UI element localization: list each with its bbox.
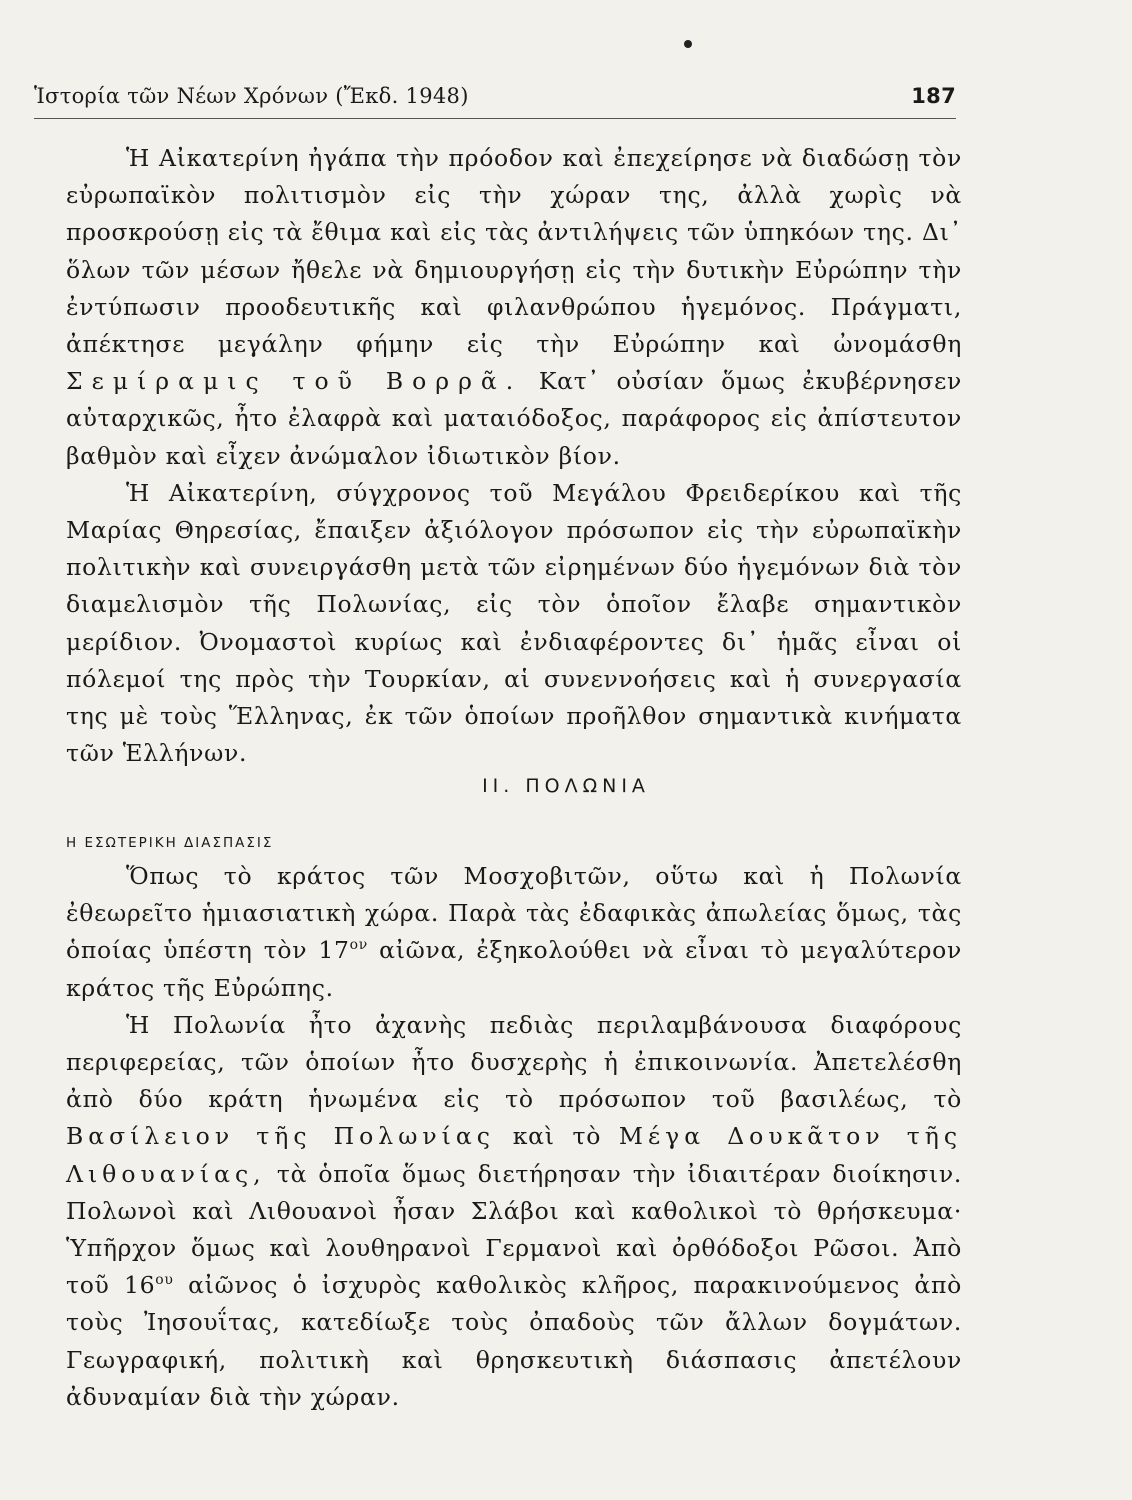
section-title: II. ΠΟΛΩΝΙΑ bbox=[482, 775, 650, 797]
page-number: 187 bbox=[911, 84, 956, 108]
catherine-section bbox=[66, 140, 962, 772]
ordinal-suffix: ου bbox=[155, 1272, 174, 1289]
text-run: Κατ᾽ οὐσίαν ὅμως ἐκυβέρνησεν αὐταρχικῶς, ἦτο ἐλαφρὰ καὶ ματαιόδοξος, παράφορος εἰς ἀπίστευτον βαθμὸν καὶ εἶχεν ἀνώμαλον ἰδιωτικὸν βίον. bbox=[66, 367, 962, 470]
text-run: αἰῶνος ὁ ἰσχυρὸς καθολικὸς κλῆρος, παρακινούμενος ἀπὸ τοὺς Ἰησουΐτας, κατεδίωξε τοὺς ὀπαδοὺς τῶν ἄλλων δογμάτων. Γεωγραφική, πολιτικὴ καὶ θρησκευτικὴ διάσπασις ἀπετέλουν ἀδυναμίαν διὰ τὴν χώραν. bbox=[66, 1271, 962, 1411]
text-run: αἰῶνα, ἐξηκολούθει νὰ εἶναι τὸ μεγαλύτερον κράτος τῆς Εὐρώπης. bbox=[66, 936, 962, 1002]
ink-speck bbox=[684, 40, 692, 48]
poland-section bbox=[66, 858, 962, 1416]
ordinal-suffix: ον bbox=[349, 937, 369, 954]
text-run: τὰ ὁποῖα ὅμως διετήρησαν τὴν ἰδιαιτέραν διοίκησιν. Πολωνοὶ καὶ Λιθουανοὶ ἦσαν Σλάβοι καὶ καθολικοὶ τὸ θρήσκευμα· Ὑπῆρχον ὅμως καὶ λουθηρανοὶ Γερμανοὶ καὶ ὀρθόδοξοι Ρῶσοι. Ἀπὸ τοῦ 16 bbox=[66, 1159, 962, 1300]
subheading: Η ΕΣΩΤΕΡΙΚΗ ΔΙΑΣΠΑΣΙΣ bbox=[66, 835, 274, 851]
paragraph bbox=[66, 140, 962, 475]
paragraph: Ἡ Αἰκατερίνη, σύγχρονος τοῦ Μεγάλου Φρειδερίκου καὶ τῆς Μαρίας Θηρεσίας, ἔπαιξεν ἀξιόλογον πρόσωπον εἰς τὴν εὐρωπαϊκὴν πολιτικὴν καὶ συνειργάσθη μετὰ τῶν εἰρημένων δύο ἡγεμόνων διὰ τὸν διαμελισμὸν τῆς Πολωνίας, εἰς τὸν ὁποῖον ἔλαβε σημαντικὸν μερίδιον. Ὀνομαστοὶ κυρίως καὶ ἐνδιαφέροντες δι᾽ ἡμᾶς εἶναι οἱ πόλεμοί της πρὸς τὴν Τουρκίαν, αἱ συνεννοήσεις καὶ ἡ συνεργασία της μὲ τοὺς Ἕλληνας, ἐκ τῶν ὁποίων προῆλθον σημαντικὰ κινήματα τῶν Ἑλλήνων. bbox=[66, 478, 962, 768]
spaced-emphasis: Μέγα Δουκᾶτον τῆς Λιθουανίας, bbox=[66, 1122, 963, 1188]
text-run: Ὅπως τὸ κράτος τῶν Μοσχοβιτῶν, οὕτω καὶ ἡ Πολωνία ἐθεωρεῖτο ἡμιασιατικὴ χώρα. Παρὰ τὰς ἐδαφικὰς ἀπωλείας ὅμως, τὰς ὁποίας ὑπέστη τὸν 17 bbox=[66, 862, 962, 965]
running-title: Ἱστορία τῶν Νέων Χρόνων (Ἔκδ. 1948) bbox=[34, 84, 469, 108]
paragraph bbox=[66, 858, 962, 1007]
text-run: Ἡ Πολωνία ἦτο ἀχανὴς πεδιὰς περιλαμβάνουσα διαφόρους περιφερείας, τῶν ὁποίων ἦτο δυσχερὴς ἡ ἐπικοινωνία. Ἀπετελέσθη ἀπὸ δύο κράτη ἡνωμένα εἰς τὸ πρόσωπον τοῦ βασιλέως, τὸ bbox=[66, 1010, 962, 1114]
header-rule bbox=[34, 118, 956, 119]
spaced-emphasis: Βασίλειον τῆς Πολωνίας bbox=[66, 1122, 495, 1151]
spaced-emphasis: Σεμίραμις τοῦ Βορρᾶ. bbox=[66, 367, 523, 396]
text-run: Ἡ Αἰκατερίνη ἠγάπα τὴν πρόοδον καὶ ἐπεχείρησε νὰ διαδώσῃ τὸν εὐρωπαϊκὸν πολιτισμὸν εἰς τὴν χώραν της, ἀλλὰ χωρὶς νὰ προσκρούσῃ εἰς τὰ ἔθιμα καὶ εἰς τὰς ἀντιλήψεις τῶν ὑπηκόων της. Δι᾽ ὅλων τῶν μέσων ἤθελε νὰ δημιουργήσῃ εἰς τὴν δυτικὴν Εὐρώπην τὴν ἐντύπωσιν προοδευτικῆς καὶ φιλανθρώπου ἡγεμόνος. Πράγματι, ἀπέκτησε μεγάλην φήμην εἰς τὴν Εὐρώπην καὶ ὠνομάσθη bbox=[66, 144, 962, 359]
running-header bbox=[34, 84, 956, 108]
text-run: καὶ τὸ bbox=[494, 1122, 619, 1151]
paragraph bbox=[66, 1007, 962, 1416]
